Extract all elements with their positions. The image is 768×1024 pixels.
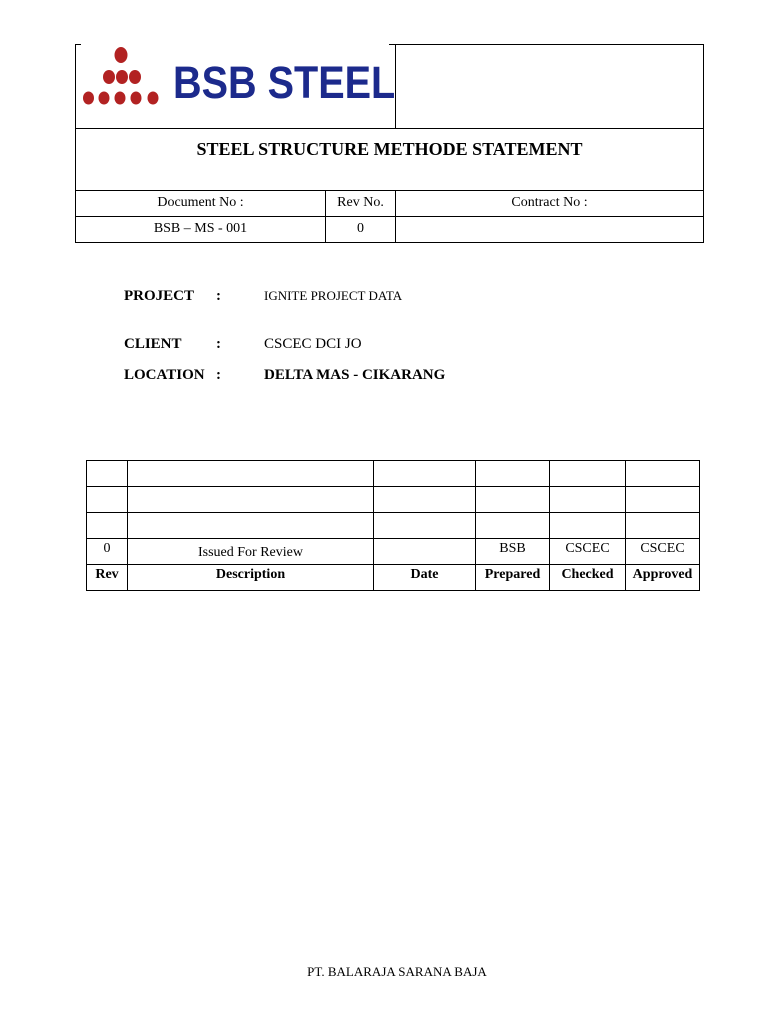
table-cell: [550, 487, 626, 513]
location-label: LOCATION: [124, 367, 205, 383]
table-row: [87, 461, 700, 487]
rev-no-label: Rev No.: [337, 195, 384, 210]
description-header: Description: [128, 565, 374, 591]
prepared-value: BSB: [476, 539, 550, 565]
table-cell: [374, 487, 476, 513]
document-title: STEEL STRUCTURE METHODE STATEMENT: [196, 139, 583, 159]
prepared-header: Prepared: [476, 565, 550, 591]
table-cell: [128, 487, 374, 513]
client-label: CLIENT: [124, 336, 182, 352]
table-cell: [550, 513, 626, 539]
table-cell: [626, 513, 700, 539]
table-cell: [374, 513, 476, 539]
checked-value: CSCEC: [550, 539, 626, 565]
table-row: [87, 513, 700, 539]
checked-header: Checked: [550, 565, 626, 591]
labels-bottom-line: [75, 216, 704, 217]
doc-no-label: Document No :: [157, 195, 244, 210]
approved-value: CSCEC: [626, 539, 700, 565]
header-right-border: [703, 44, 704, 243]
project-colon: :: [216, 288, 221, 304]
project-value: IGNITE PROJECT DATA: [264, 288, 403, 303]
logo-dots-icon: [80, 44, 166, 108]
table-row: [87, 539, 700, 565]
table-cell: [626, 487, 700, 513]
title-bottom-line: [75, 190, 704, 191]
table-cell: [374, 461, 476, 487]
project-label: PROJECT: [124, 288, 195, 304]
logo-text: BSB STEEL: [173, 57, 396, 108]
table-cell: [476, 461, 550, 487]
table-cell: [476, 513, 550, 539]
approved-header: Approved: [626, 565, 700, 591]
location-colon: :: [216, 367, 221, 383]
table-cell: [128, 461, 374, 487]
logo-bottom-line: [75, 128, 704, 129]
client-value: CSCEC DCI JO: [264, 336, 362, 352]
doc-no-value: BSB – MS - 001: [153, 221, 248, 236]
table-cell: [87, 487, 128, 513]
table-cell: [87, 513, 128, 539]
table-cell: [87, 461, 128, 487]
contract-no-label: Contract No :: [511, 195, 588, 210]
table-cell: [626, 461, 700, 487]
header-bottom-line: [75, 242, 704, 243]
rev-value: 0: [87, 539, 128, 565]
table-row: [87, 487, 700, 513]
footer-company: PT. BALARAJA SARANA BAJA: [307, 964, 487, 979]
header-top-right-line: [389, 44, 704, 45]
client-colon: :: [216, 336, 221, 352]
date-header: Date: [374, 565, 476, 591]
rev-no-value: 0: [357, 221, 364, 236]
table-cell: [550, 461, 626, 487]
location-value: DELTA MAS - CIKARANG: [264, 367, 446, 383]
rev-header: Rev: [87, 565, 128, 591]
table-header-row: [87, 565, 700, 591]
date-value: [374, 539, 476, 565]
description-value: Issued For Review: [128, 539, 374, 565]
table-cell: [128, 513, 374, 539]
table-cell: [476, 487, 550, 513]
revision-table: [86, 460, 700, 591]
